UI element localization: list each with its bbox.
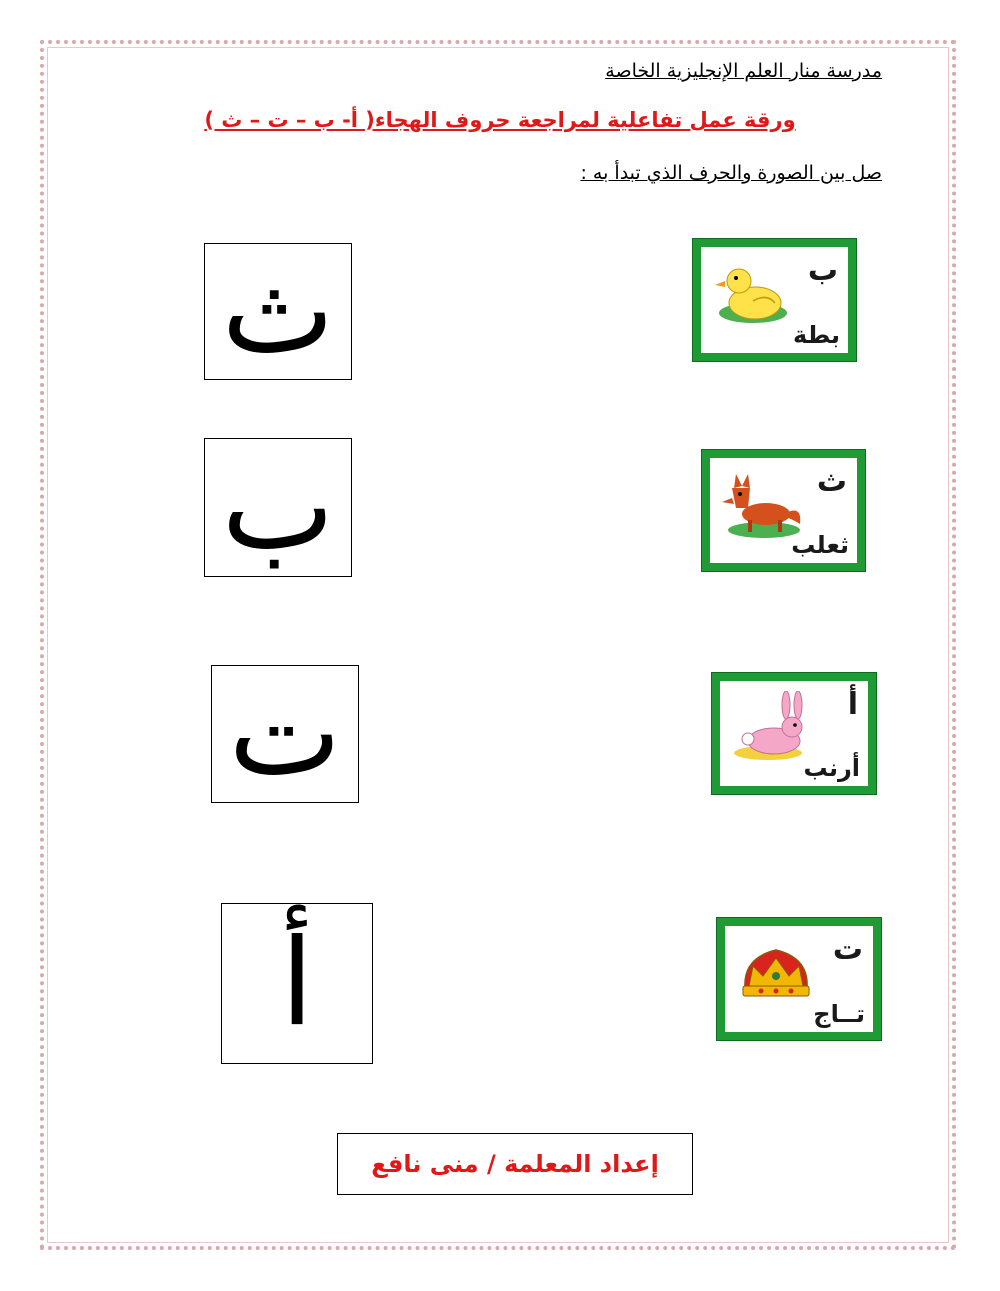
- letter-box-ba[interactable]: [204, 438, 352, 577]
- worksheet-title-text: ورقة عمل تفاعلية لمراجعة حروف الهجاء( أ- ب – ت – ث ): [204, 108, 796, 132]
- card-crown-inner: [725, 926, 873, 1032]
- card-fox-word: ثعلب: [791, 531, 849, 559]
- duck-icon: [709, 257, 795, 331]
- card-rabbit-word: أرنب: [803, 754, 860, 782]
- card-duck-word: بطة: [793, 321, 840, 349]
- card-fox[interactable]: [701, 449, 866, 572]
- school-name: مدرسة منار العلم الإنجليزية الخاصة: [605, 60, 882, 82]
- card-crown-letter: ت: [832, 932, 863, 967]
- letter-box-alif[interactable]: [221, 903, 373, 1064]
- card-rabbit-letter: أ: [847, 687, 858, 722]
- instruction-text: صل بين الصورة والحرف الذي تبدأ به :: [580, 162, 882, 184]
- worksheet-title: [0, 108, 1000, 132]
- card-rabbit-inner: [720, 681, 868, 786]
- letter-box-ta[interactable]: [211, 665, 359, 803]
- page-border: [40, 40, 956, 1250]
- card-duck-inner: [701, 247, 848, 353]
- letter-box-tha[interactable]: [204, 243, 352, 380]
- card-crown[interactable]: [716, 917, 882, 1041]
- letter-tha: ث: [221, 241, 335, 381]
- letter-alif: أ: [280, 913, 314, 1053]
- letter-ta: ت: [228, 664, 342, 803]
- card-duck[interactable]: [692, 238, 857, 362]
- card-fox-inner: [710, 458, 857, 563]
- card-fox-letter: ث: [816, 464, 847, 499]
- teacher-credit: إعداد المعلمة / منى نافع: [371, 1150, 659, 1178]
- letter-ba: ب: [221, 437, 335, 577]
- crown-icon: [733, 936, 819, 1010]
- rabbit-icon: [728, 691, 814, 765]
- card-rabbit[interactable]: [711, 672, 877, 795]
- teacher-credit-box: [337, 1133, 693, 1195]
- card-crown-word: تــاج: [813, 1000, 865, 1028]
- card-duck-letter: ب: [807, 253, 838, 288]
